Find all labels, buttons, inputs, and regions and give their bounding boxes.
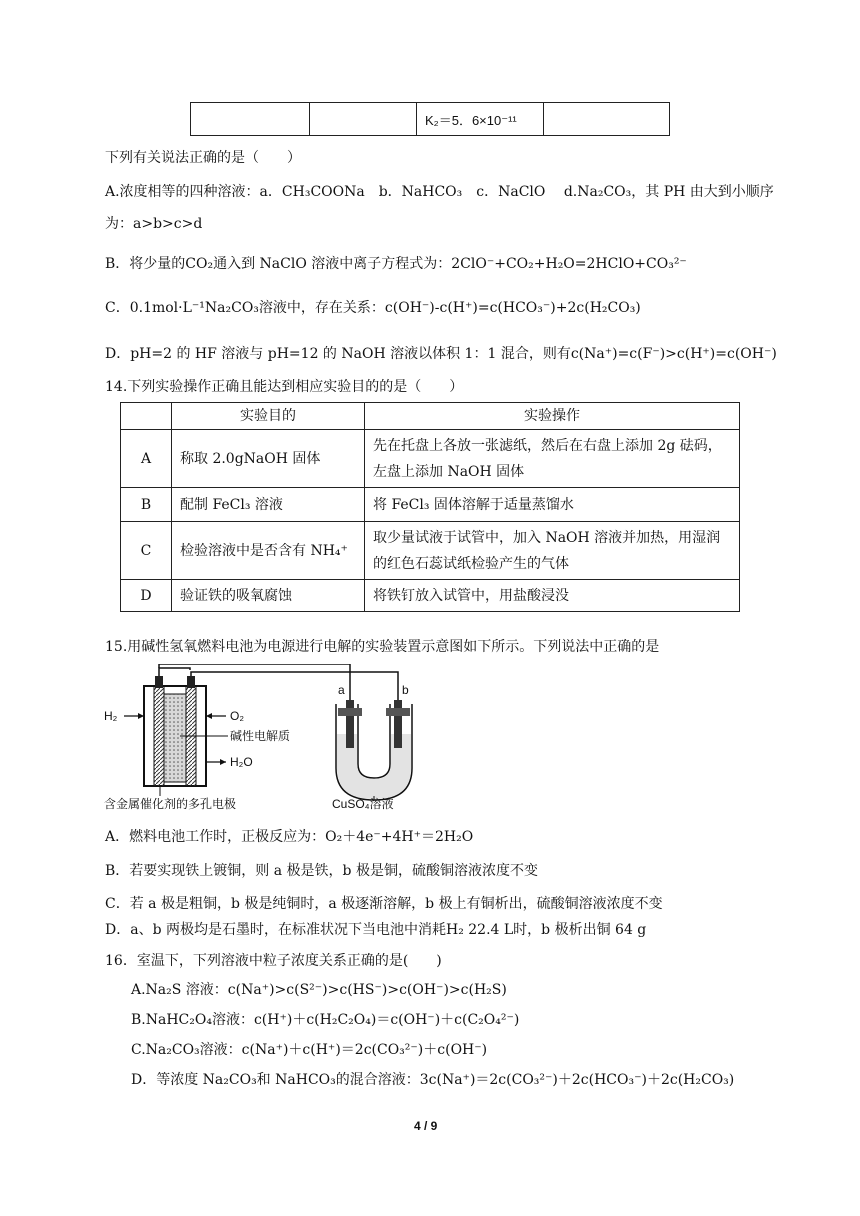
q15-option-c: C．若 a 极是粗铜，b 极是纯铜时，a 极逐渐溶解，b 极上有铜析出，硫酸铜溶液浓度不变 — [105, 896, 663, 912]
anode-electrode — [154, 686, 164, 786]
operation-line: 取少量试液于试管中，加入 NaOH 溶液并加热，用湿润 — [373, 529, 721, 546]
q16-stem: 16．室温下，下列溶液中粒子浓度关系正确的是( ) — [105, 953, 442, 969]
q14-stem: 14.下列实验操作正确且能达到相应实验目的的是（ ） — [105, 379, 464, 395]
row-label: C — [121, 522, 172, 580]
continued-table — [190, 102, 670, 136]
table-row — [121, 430, 740, 488]
electrode-b — [394, 700, 402, 748]
row-operation — [365, 488, 740, 522]
table-header-row — [121, 403, 740, 430]
page-number: 4 / 9 — [414, 1119, 438, 1133]
electrode-label: 含金属催化剂的多孔电极 — [104, 797, 237, 811]
table-row — [121, 522, 740, 580]
q13-option-a-line2: 为：a>b>c>d — [105, 216, 203, 232]
row-operation — [365, 580, 740, 612]
o2-label: O₂ — [230, 709, 244, 723]
table-row — [121, 488, 740, 522]
fuel-cell-electrolysis-diagram — [100, 664, 430, 812]
electrolyte-label: 碱性电解质 — [230, 729, 291, 743]
operation-line: 先在托盘上各放一张滤纸，然后在右盘上添加 2g 砝码， — [373, 437, 722, 454]
q14-table — [120, 402, 740, 612]
q16-option-a: A.Na₂S 溶液：c(Na⁺)>c(S²⁻)>c(HS⁻)>c(OH⁻)>c(H₂S) — [131, 982, 507, 998]
row-purpose: 配制 FeCl₃ 溶液 — [172, 488, 365, 522]
row-label: B — [121, 488, 172, 522]
q16-option-b: B.NaHC₂O₄溶液：c(H⁺)＋c(H₂C₂O₄)＝c(OH⁻)＋c(C₂O₄²⁻) — [131, 1012, 520, 1028]
row-label: A — [121, 430, 172, 488]
row-purpose: 称取 2.0gNaOH 固体 — [172, 430, 365, 488]
operation-line: 左盘上添加 NaOH 固体 — [373, 463, 525, 480]
q15-option-d: D．a、b 两极均是石墨时，在标准状况下当电池中消耗H₂ 22.4 L时，b 极析出铜 64 g — [105, 922, 647, 938]
operation-line: 将铁钉放入试管中，用盐酸浸没 — [373, 587, 569, 604]
q13-option-d: D．pH=2 的 HF 溶液与 pH=12 的 NaOH 溶液以体积 1：1 混合，则有c(Na⁺)=c(F⁻)>c(H⁺)=c(OH⁻) — [105, 346, 777, 362]
q15-option-a: A．燃料电池工作时，正极反应为：O₂＋4e⁻+4H⁺＝2H₂O — [105, 829, 474, 845]
table-header-cell: 实验目的 — [172, 403, 365, 430]
h2-label: H₂ — [104, 709, 118, 723]
electrode-a-label: a — [338, 683, 345, 697]
q16-option-c: C.Na₂CO₃溶液：c(Na⁺)＋c(H⁺)＝2c(CO₃²⁻)＋c(OH⁻) — [131, 1042, 488, 1058]
q13-option-c: C．0.1mol·L⁻¹Na₂CO₃溶液中，存在关系：c(OH⁻)-c(H⁺)=c(HCO₃⁻)+2c(H₂CO₃) — [105, 300, 641, 316]
cuso4-label: CuSO₄溶液 — [332, 797, 394, 811]
table-row — [121, 580, 740, 612]
operation-line: 将 FeCl₃ 固体溶解于适量蒸馏水 — [373, 496, 574, 513]
q15-option-b: B．若要实现铁上镀铜，则 a 极是铁，b 极是铜，硫酸铜溶液浓度不变 — [105, 863, 538, 879]
row-operation — [365, 430, 740, 488]
electrode-b-label: b — [402, 683, 409, 697]
wire-to-a — [159, 668, 190, 676]
q13-option-a-line1: A.浓度相等的四种溶液：a．CH₃COONa b．NaHCO₃ c．NaClO d.Na₂CO₃，其 PH 由大到小顺序 — [105, 184, 774, 200]
table-cell — [310, 103, 417, 136]
h2o-label: H₂O — [230, 755, 253, 769]
electrode-a — [346, 700, 354, 748]
table-header-cell: 实验操作 — [365, 403, 740, 430]
table-header-cell — [121, 403, 172, 430]
q13-stem: 下列有关说法正确的是（ ） — [105, 150, 301, 166]
q13-option-b: B．将少量的CO₂通入到 NaClO 溶液中离子方程式为：2ClO⁻+CO₂+H₂O=2HClO+CO₃²⁻ — [105, 256, 687, 272]
q16-option-d: D．等浓度 Na₂CO₃和 NaHCO₃的混合溶液：3c(Na⁺)＝2c(CO₃²⁻)＋2c(HCO₃⁻)＋2c(H₂CO₃) — [131, 1072, 735, 1088]
operation-line: 的红色石蕊试纸检验产生的气体 — [373, 555, 569, 572]
cathode-terminal — [187, 676, 195, 688]
wire-to-b — [191, 672, 398, 702]
row-operation — [365, 522, 740, 580]
row-purpose: 验证铁的吸氧腐蚀 — [172, 580, 365, 612]
row-purpose: 检验溶液中是否含有 NH₄⁺ — [172, 522, 365, 580]
anode-terminal — [155, 676, 163, 688]
h2o-arrowhead — [220, 759, 226, 765]
stopper-b — [386, 708, 410, 716]
table-cell: K₂＝5．6×10⁻¹¹ — [417, 103, 544, 136]
stopper-a — [338, 708, 362, 716]
row-label: D — [121, 580, 172, 612]
electrolyte-region — [164, 694, 186, 782]
table-cell — [544, 103, 670, 136]
table-cell — [191, 103, 310, 136]
q15-stem: 15.用碱性氢氧燃料电池为电源进行电解的实验装置示意图如下所示。下列说法中正确的是 — [105, 639, 660, 655]
